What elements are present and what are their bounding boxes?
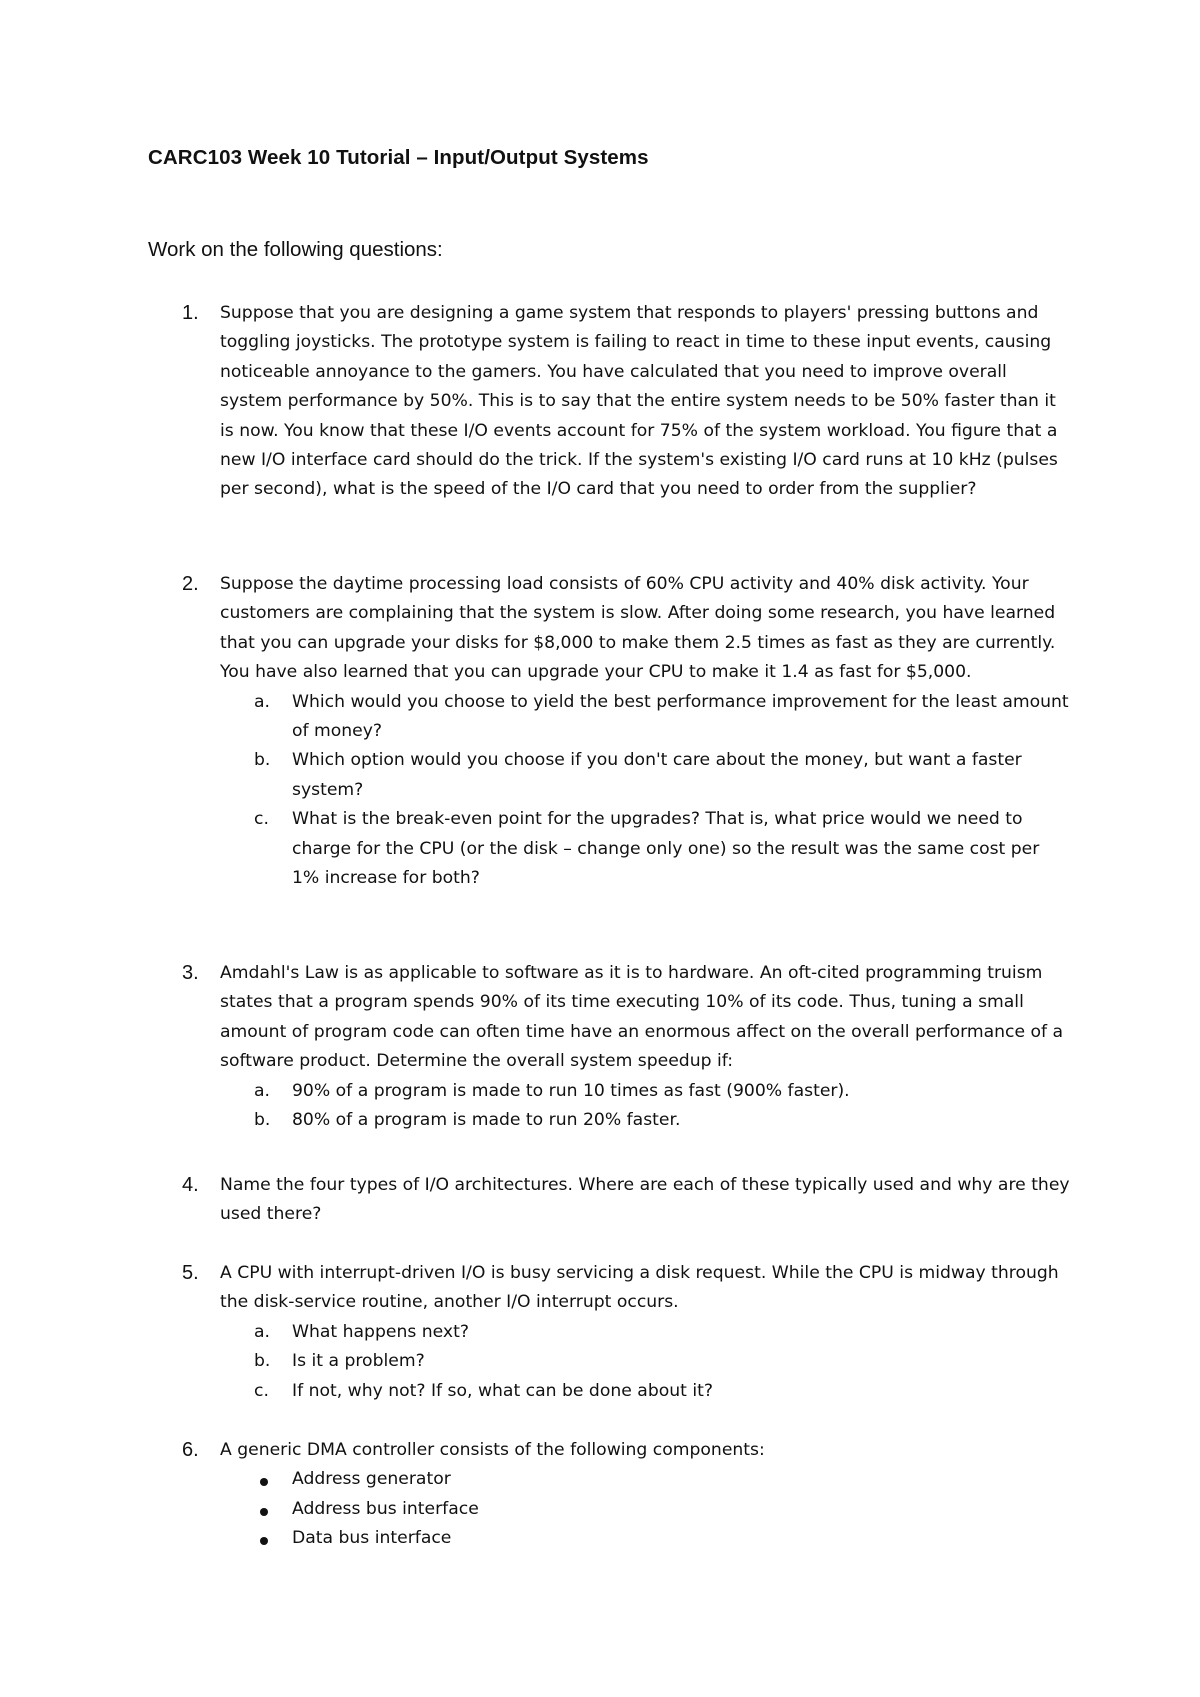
question-text: Suppose that you are designing a game system that responds to players' pressing buttons and toggling joysticks. The prototype system is failing to react in time to these input events, causing noticeable annoyance to the gamers. You have calculated that you need to improve overall system performance by 50%. This is to say that the entire system needs to be 50% faster than it is now. You know that these I/O events account for 75% of the system workload. You figure that a new I/O interface card should do the trick. If the system's existing I/O card runs at 10 kHz (pulses per second), what is the speed of the I/O card that you need to order from the supplier?: [220, 303, 1058, 500]
sub-question-text: 90% of a program is made to run 10 times as fast (900% faster).: [292, 1080, 850, 1101]
document-title: CARC103 Week 10 Tutorial – Input/Output Systems: [148, 146, 649, 169]
question-number: 4.: [182, 1174, 199, 1196]
sub-question: [220, 1077, 1072, 1106]
question-text: Name the four types of I/O architectures. Where are each of these typically used and why are they used there?: [220, 1175, 1070, 1225]
question-number: 2.: [182, 573, 199, 595]
bullet-item: [220, 1495, 1072, 1524]
bullet-text: Address generator: [292, 1469, 451, 1490]
sub-question: [220, 1347, 1072, 1376]
sub-question-label: c.: [254, 809, 269, 830]
sub-question: [220, 805, 1072, 893]
bullet-item: [220, 1524, 1072, 1553]
bullet-icon: [260, 1478, 268, 1486]
sub-question-label: a.: [254, 1080, 270, 1101]
sub-question-label: a.: [254, 1321, 270, 1342]
sub-question-list: [220, 688, 1072, 894]
bullet-icon: [260, 1508, 268, 1516]
sub-question-text: What happens next?: [292, 1321, 469, 1342]
intro-text: Work on the following questions:: [148, 238, 443, 261]
sub-question-text: What is the break-even point for the upgrades? That is, what price would we need to charge for the CPU (or the disk – change only one) so the result was the same cost per 1% increase for both?: [292, 809, 1040, 889]
bullet-icon: [260, 1537, 268, 1545]
sub-question-text: 80% of a program is made to run 20% faster.: [292, 1110, 681, 1131]
sub-question: [220, 688, 1072, 747]
bullet-item: [220, 1465, 1072, 1494]
sub-question-text: Which would you choose to yield the best performance improvement for the least amount of money?: [292, 691, 1069, 742]
sub-question: [220, 1318, 1072, 1347]
question-text: A generic DMA controller consists of the following components:: [220, 1440, 765, 1460]
question-number: 3.: [182, 962, 199, 984]
sub-question: [220, 1377, 1072, 1406]
sub-question: [220, 1106, 1072, 1135]
sub-question-text: Is it a problem?: [292, 1351, 425, 1372]
question-number: 1.: [182, 302, 199, 324]
sub-question-list: [220, 1077, 1072, 1136]
sub-question-label: b.: [254, 750, 271, 771]
question-text: A CPU with interrupt-driven I/O is busy servicing a disk request. While the CPU is midway through the disk-service routine, another I/O interrupt occurs.: [220, 1263, 1059, 1313]
sub-question-label: b.: [254, 1110, 271, 1131]
question-text: Amdahl's Law is as applicable to software as it is to hardware. An oft-cited programming truism states that a program spends 90% of its time executing 10% of its code. Thus, tuning a small amount of program code can often time have an enormous affect on the overall performance of a software product. Determine the overall system speedup if:: [220, 963, 1064, 1072]
question-text: Suppose the daytime processing load consists of 60% CPU activity and 40% disk activity. Your customers are complaining that the system is slow. After doing some research, you have learned that you can upgrade your disks for $8,000 to make them 2.5 times as fast as they are currently. You have also learned that you can upgrade your CPU to make it 1.4 as fast for $5,000.: [220, 574, 1056, 683]
sub-question-list: [220, 1318, 1072, 1406]
question-number: 5.: [182, 1262, 199, 1284]
bullet-text: Address bus interface: [292, 1498, 479, 1519]
sub-question-label: c.: [254, 1380, 269, 1401]
bullet-list: [220, 1465, 1072, 1553]
sub-question-text: Which option would you choose if you don't care about the money, but want a faster system?: [292, 750, 1022, 800]
sub-question: [220, 746, 1072, 805]
sub-question-text: If not, why not? If so, what can be done about it?: [292, 1380, 713, 1401]
sub-question-label: a.: [254, 691, 270, 712]
question-number: 6.: [182, 1439, 199, 1461]
bullet-text: Data bus interface: [292, 1528, 452, 1549]
sub-question-label: b.: [254, 1351, 271, 1372]
